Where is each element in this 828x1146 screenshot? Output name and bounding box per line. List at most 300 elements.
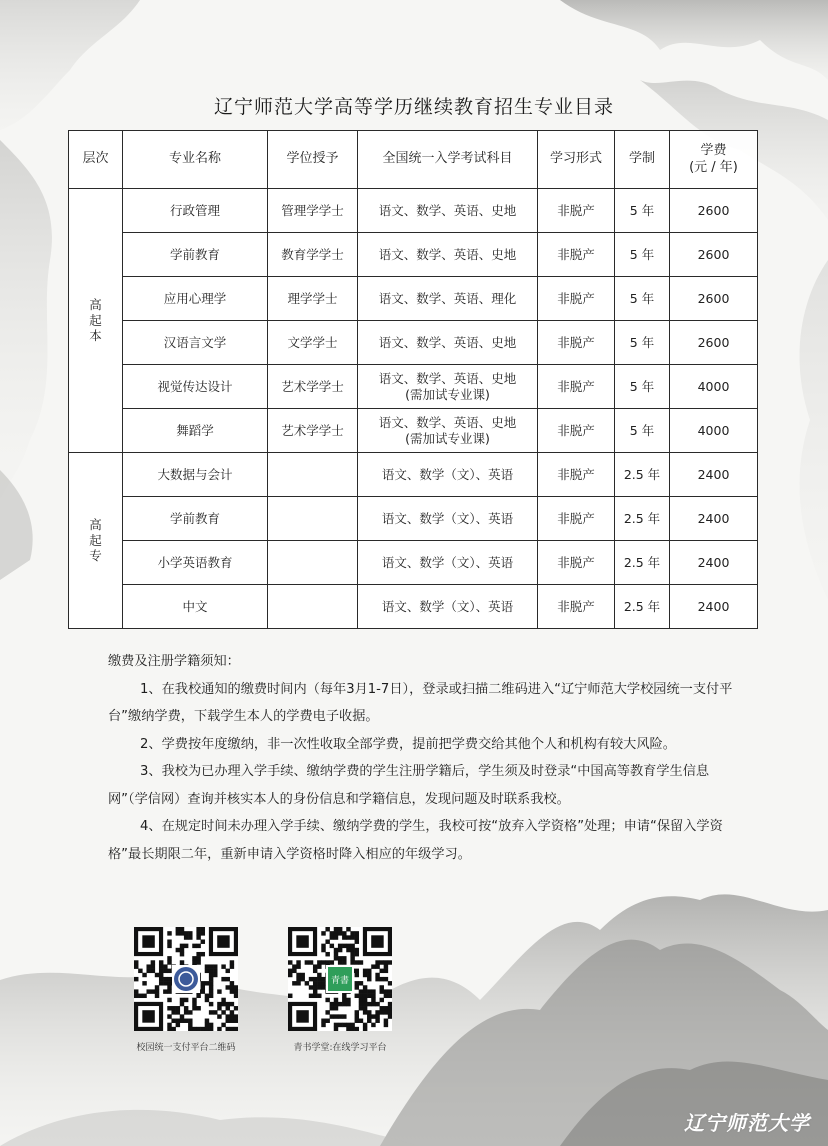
qr-module xyxy=(180,1014,184,1018)
qr-module xyxy=(359,960,363,964)
qr-module xyxy=(234,1014,238,1018)
qr-module xyxy=(367,969,371,973)
qr-module xyxy=(342,931,346,935)
qr-module xyxy=(176,1023,180,1027)
qr-module xyxy=(184,998,188,1002)
qr-module xyxy=(188,1023,192,1027)
qr-module xyxy=(371,1014,375,1018)
qr-module xyxy=(350,931,354,935)
qr-module xyxy=(217,1027,221,1031)
qr-module xyxy=(346,1002,350,1006)
qr-module xyxy=(205,1019,209,1023)
qr-finder xyxy=(217,935,229,947)
qr-module xyxy=(388,1002,392,1006)
qr-module xyxy=(205,994,209,998)
qr-module xyxy=(313,977,317,981)
years-cell: 5 年 xyxy=(615,189,670,233)
qr-module xyxy=(313,964,317,968)
qr-module xyxy=(384,994,388,998)
page-title: 辽宁师范大学高等学历继续教育招生专业目录 xyxy=(213,96,614,118)
qr-module xyxy=(167,1023,171,1027)
fee-cell: 2400 xyxy=(670,453,758,497)
qr-module xyxy=(367,977,371,981)
qr-module xyxy=(334,956,338,960)
qr-module xyxy=(226,1014,230,1018)
qr-module xyxy=(230,1002,234,1006)
qr-module xyxy=(355,1010,359,1014)
qr-module xyxy=(334,1023,338,1027)
qr-module xyxy=(363,998,367,1002)
qr-module xyxy=(184,1006,188,1010)
qr-module xyxy=(217,1014,221,1018)
qr-module xyxy=(226,985,230,989)
payment-platform-qr-code[interactable] xyxy=(134,927,238,1031)
qr-module xyxy=(201,1027,205,1031)
qr-module xyxy=(375,1014,379,1018)
qr-module xyxy=(201,985,205,989)
major-cell: 小学英语教育 xyxy=(123,541,268,585)
qr-module xyxy=(355,969,359,973)
table-row xyxy=(69,277,758,321)
qr-module xyxy=(300,977,304,981)
qr-module xyxy=(363,994,367,998)
qr-module xyxy=(176,948,180,952)
qr-module xyxy=(209,973,213,977)
qr-module xyxy=(184,935,188,939)
subjects-cell xyxy=(358,541,538,585)
qr-module xyxy=(196,1006,200,1010)
qr-module xyxy=(321,948,325,952)
qr-module xyxy=(309,960,313,964)
qr-module xyxy=(346,927,350,931)
qr-module xyxy=(371,998,375,1002)
qr-module xyxy=(234,1019,238,1023)
qr-module xyxy=(342,1023,346,1027)
qr-module xyxy=(142,981,146,985)
qr-module xyxy=(209,1027,213,1031)
qr-module xyxy=(184,944,188,948)
qr-module xyxy=(384,960,388,964)
subjects-text: 语文、数学、英语、史地 xyxy=(378,370,517,386)
qr-module xyxy=(384,964,388,968)
qr-module xyxy=(167,1006,171,1010)
qr-module xyxy=(325,998,329,1002)
qr-module xyxy=(292,964,296,968)
qr-module xyxy=(201,931,205,935)
qr-module xyxy=(330,944,334,948)
qr-module xyxy=(388,981,392,985)
col-header-fee-label: 学费 xyxy=(700,143,727,159)
years-cell: 5 年 xyxy=(615,277,670,321)
qr-module xyxy=(213,1010,217,1014)
qr-module xyxy=(359,998,363,1002)
qr-module xyxy=(201,989,205,993)
study-form-cell: 非脱产 xyxy=(538,321,615,365)
qr-module xyxy=(363,1023,367,1027)
study-form-cell: 非脱产 xyxy=(538,365,615,409)
qr-module xyxy=(226,1002,230,1006)
qr-finder xyxy=(142,1010,154,1022)
degree-cell: 艺术学学士 xyxy=(268,365,358,409)
subjects-cell xyxy=(358,233,538,277)
years-cell: 5 年 xyxy=(615,409,670,453)
qr-module xyxy=(188,1010,192,1014)
qr-module xyxy=(184,1019,188,1023)
qr-module xyxy=(313,989,317,993)
qr-module xyxy=(330,960,334,964)
qr-module xyxy=(388,1014,392,1018)
qr-module xyxy=(155,989,159,993)
major-cell: 中文 xyxy=(123,585,268,629)
qr-module xyxy=(359,1006,363,1010)
qr-module xyxy=(151,960,155,964)
degree-cell xyxy=(268,585,358,629)
qr-module xyxy=(384,1019,388,1023)
qr-module xyxy=(375,977,379,981)
qr-module xyxy=(217,989,221,993)
qr-module xyxy=(176,1010,180,1014)
qr-module xyxy=(209,1023,213,1027)
qr-module xyxy=(234,1006,238,1010)
qr-module xyxy=(192,1006,196,1010)
qr-module xyxy=(375,1010,379,1014)
table-row xyxy=(69,497,758,541)
qr-module xyxy=(334,931,338,935)
table-row xyxy=(69,365,758,409)
qr-module xyxy=(188,1019,192,1023)
qr-module xyxy=(180,927,184,931)
qr-module xyxy=(334,1006,338,1010)
qr-module xyxy=(201,952,205,956)
qr-module xyxy=(388,960,392,964)
qr-module xyxy=(226,1027,230,1031)
qr-module xyxy=(321,931,325,935)
qr-module xyxy=(346,998,350,1002)
qr-module xyxy=(155,985,159,989)
years-cell: 5 年 xyxy=(615,365,670,409)
notice-item: 1、在我校通知的缴费时间内（每年3月1-7日），登录或扫描二维码进入“辽宁师范大学校园统一支付平台”缴纳学费，下载学生本人的学费电子收据。 xyxy=(108,681,733,724)
qr-module xyxy=(375,964,379,968)
qr-module xyxy=(342,960,346,964)
qr-module xyxy=(384,1023,388,1027)
qr-module xyxy=(367,1019,371,1023)
qr-module xyxy=(342,994,346,998)
majors-table xyxy=(68,130,758,629)
qr-module xyxy=(384,989,388,993)
notice-item: 2、学费按年度缴纳，非一次性收取全部学费，提前把学费交给其他个人和机构有较大风险。 xyxy=(140,736,676,752)
table-row xyxy=(69,541,758,585)
qr-module xyxy=(196,960,200,964)
qr-module xyxy=(296,964,300,968)
subjects-cell xyxy=(358,277,538,321)
qr-module xyxy=(334,1014,338,1018)
university-watermark: 辽宁师范大学 xyxy=(684,1111,810,1135)
qr-module xyxy=(334,1002,338,1006)
table-row xyxy=(69,321,758,365)
qr-module xyxy=(180,931,184,935)
col-header-fee-unit: (元 / 年) xyxy=(689,159,738,175)
qr-module xyxy=(159,977,163,981)
qr-module xyxy=(350,948,354,952)
qr-module xyxy=(176,931,180,935)
qr-module xyxy=(338,931,342,935)
qr-module xyxy=(217,1006,221,1010)
fee-cell: 2600 xyxy=(670,277,758,321)
fee-cell: 2400 xyxy=(670,585,758,629)
qr-module xyxy=(359,1002,363,1006)
qr-module xyxy=(305,981,309,985)
qr-module xyxy=(230,960,234,964)
table-row xyxy=(69,453,758,497)
qr-module xyxy=(226,969,230,973)
qr-module xyxy=(226,977,230,981)
qr-module xyxy=(380,1010,384,1014)
qr-module xyxy=(230,981,234,985)
qr-finder xyxy=(296,935,308,947)
qr-module xyxy=(363,969,367,973)
qr-module xyxy=(171,1019,175,1023)
subjects-cell xyxy=(358,585,538,629)
qr-module xyxy=(221,1023,225,1027)
qr-module xyxy=(334,948,338,952)
qr-module xyxy=(380,960,384,964)
qr-module xyxy=(375,960,379,964)
qr-module xyxy=(288,994,292,998)
subjects-note: (需加试专业课) xyxy=(405,386,490,402)
qr-module xyxy=(342,1002,346,1006)
qr-module xyxy=(363,989,367,993)
qr-module xyxy=(317,977,321,981)
qr-module xyxy=(313,969,317,973)
qr-module xyxy=(371,994,375,998)
qr-module xyxy=(167,985,171,989)
fee-cell: 2400 xyxy=(670,541,758,585)
subjects-text: 语文、数学（文）、英语 xyxy=(381,554,514,570)
qr-module xyxy=(192,998,196,1002)
qr-module xyxy=(221,998,225,1002)
qr-module xyxy=(209,969,213,973)
qr-module xyxy=(184,931,188,935)
qr-module xyxy=(317,994,321,998)
qr-module xyxy=(309,994,313,998)
qr-module xyxy=(134,989,138,993)
qr-module xyxy=(167,956,171,960)
qr-module xyxy=(180,948,184,952)
qr-module xyxy=(321,960,325,964)
qr-module xyxy=(346,1027,350,1031)
qr-module xyxy=(188,935,192,939)
subjects-cell xyxy=(358,453,538,497)
subjects-text: 语文、数学、英语、史地 xyxy=(378,202,517,218)
subjects-cell xyxy=(358,497,538,541)
qr-module xyxy=(226,1006,230,1010)
qr-module xyxy=(209,977,213,981)
qr-module xyxy=(221,1010,225,1014)
qr-module xyxy=(146,969,150,973)
qr-module xyxy=(338,1023,342,1027)
qr-module xyxy=(355,1019,359,1023)
study-form-cell: 非脱产 xyxy=(538,541,615,585)
qr-module xyxy=(300,973,304,977)
qr-module xyxy=(330,1014,334,1018)
fee-cell: 2600 xyxy=(670,321,758,365)
qr-module xyxy=(171,1027,175,1031)
qr-module xyxy=(321,981,325,985)
subjects-text: 语文、数学（文）、英语 xyxy=(381,510,514,526)
qr-module xyxy=(205,981,209,985)
qingshu-platform-qr-code[interactable] xyxy=(288,927,392,1031)
qr-module xyxy=(196,1027,200,1031)
qr-module xyxy=(196,931,200,935)
table-row xyxy=(69,585,758,629)
study-form-cell: 非脱产 xyxy=(538,277,615,321)
qr-module xyxy=(363,985,367,989)
degree-cell: 艺术学学士 xyxy=(268,409,358,453)
qr-module xyxy=(317,981,321,985)
qr-module xyxy=(201,939,205,943)
qr-module xyxy=(330,931,334,935)
qr-module xyxy=(171,1010,175,1014)
study-form-cell: 非脱产 xyxy=(538,189,615,233)
qr-module xyxy=(205,998,209,1002)
qr-module xyxy=(167,981,171,985)
study-form-cell: 非脱产 xyxy=(538,497,615,541)
qr-module xyxy=(234,985,238,989)
degree-cell: 管理学学士 xyxy=(268,189,358,233)
qr-caption-payment: 校园统一支付平台二维码 xyxy=(136,1043,236,1053)
table-row xyxy=(69,233,758,277)
qr-module xyxy=(296,977,300,981)
qr-finder xyxy=(371,935,383,947)
qr-module xyxy=(367,1002,371,1006)
qr-module xyxy=(317,985,321,989)
qr-module xyxy=(355,931,359,935)
registration-notice xyxy=(108,648,748,868)
qr-module xyxy=(325,960,329,964)
qr-module xyxy=(296,973,300,977)
qr-module xyxy=(209,985,213,989)
qr-module xyxy=(388,994,392,998)
qr-module xyxy=(350,960,354,964)
qr-module xyxy=(317,960,321,964)
qr-module xyxy=(342,944,346,948)
qr-module xyxy=(134,960,138,964)
qr-module xyxy=(176,1019,180,1023)
qr-module xyxy=(192,1002,196,1006)
qr-module xyxy=(188,931,192,935)
study-form-cell: 非脱产 xyxy=(538,233,615,277)
qr-module xyxy=(321,1023,325,1027)
qr-module xyxy=(180,952,184,956)
qr-module xyxy=(363,1002,367,1006)
qr-module xyxy=(350,956,354,960)
qr-module xyxy=(288,973,292,977)
qr-module xyxy=(355,973,359,977)
qr-module xyxy=(201,927,205,931)
qr-module xyxy=(159,964,163,968)
major-cell: 学前教育 xyxy=(123,233,268,277)
qr-module xyxy=(134,964,138,968)
fee-cell: 2400 xyxy=(670,497,758,541)
qr-module xyxy=(167,989,171,993)
col-header-fee xyxy=(670,131,758,189)
qr-module xyxy=(288,969,292,973)
qr-module xyxy=(196,956,200,960)
qr-module xyxy=(350,935,354,939)
qr-finder xyxy=(142,935,154,947)
qr-module xyxy=(167,998,171,1002)
qr-module xyxy=(359,1019,363,1023)
study-form-cell: 非脱产 xyxy=(538,453,615,497)
qr-module xyxy=(230,1027,234,1031)
qr-module xyxy=(146,989,150,993)
qr-module xyxy=(334,935,338,939)
qr-module xyxy=(346,944,350,948)
qr-module xyxy=(196,994,200,998)
qr-module xyxy=(321,1019,325,1023)
qr-module xyxy=(151,969,155,973)
major-cell: 大数据与会计 xyxy=(123,453,268,497)
qr-module xyxy=(221,1002,225,1006)
qr-module xyxy=(142,973,146,977)
qr-module xyxy=(350,1027,354,1031)
qr-module xyxy=(355,985,359,989)
subjects-text: 语文、数学、英语、理化 xyxy=(378,290,517,306)
fee-cell: 4000 xyxy=(670,365,758,409)
qr-module xyxy=(167,944,171,948)
degree-cell: 理学学士 xyxy=(268,277,358,321)
qr-module xyxy=(350,1023,354,1027)
qr-module xyxy=(167,977,171,981)
qr-module xyxy=(167,1027,171,1031)
qr-module xyxy=(313,985,317,989)
qr-module xyxy=(205,1027,209,1031)
qr-module xyxy=(375,973,379,977)
qr-module xyxy=(196,927,200,931)
subjects-text: 语文、数学（文）、英语 xyxy=(381,466,514,482)
qingshu-logo-text: 青書 xyxy=(330,976,350,986)
col-header-subjects: 全国统一入学考试科目 xyxy=(358,131,538,189)
qr-module xyxy=(325,927,329,931)
qr-module xyxy=(355,939,359,943)
qr-module xyxy=(380,985,384,989)
major-cell: 舞蹈学 xyxy=(123,409,268,453)
qr-module xyxy=(234,994,238,998)
qr-module xyxy=(305,960,309,964)
subjects-cell xyxy=(358,189,538,233)
qr-module xyxy=(196,952,200,956)
qr-module xyxy=(355,994,359,998)
qr-module xyxy=(213,964,217,968)
qr-module xyxy=(330,1006,334,1010)
col-header-major: 专业名称 xyxy=(123,131,268,189)
qr-module xyxy=(180,960,184,964)
qr-module xyxy=(380,969,384,973)
qr-module xyxy=(209,989,213,993)
subjects-cell xyxy=(358,321,538,365)
qr-module xyxy=(380,977,384,981)
qr-module xyxy=(346,935,350,939)
qr-module xyxy=(192,1027,196,1031)
years-cell: 5 年 xyxy=(615,321,670,365)
years-cell: 2.5 年 xyxy=(615,541,670,585)
degree-cell xyxy=(268,453,358,497)
qr-module xyxy=(367,1014,371,1018)
table-header-row xyxy=(69,131,758,189)
qr-module xyxy=(334,1027,338,1031)
col-header-degree: 学位授予 xyxy=(268,131,358,189)
qr-module xyxy=(176,927,180,931)
